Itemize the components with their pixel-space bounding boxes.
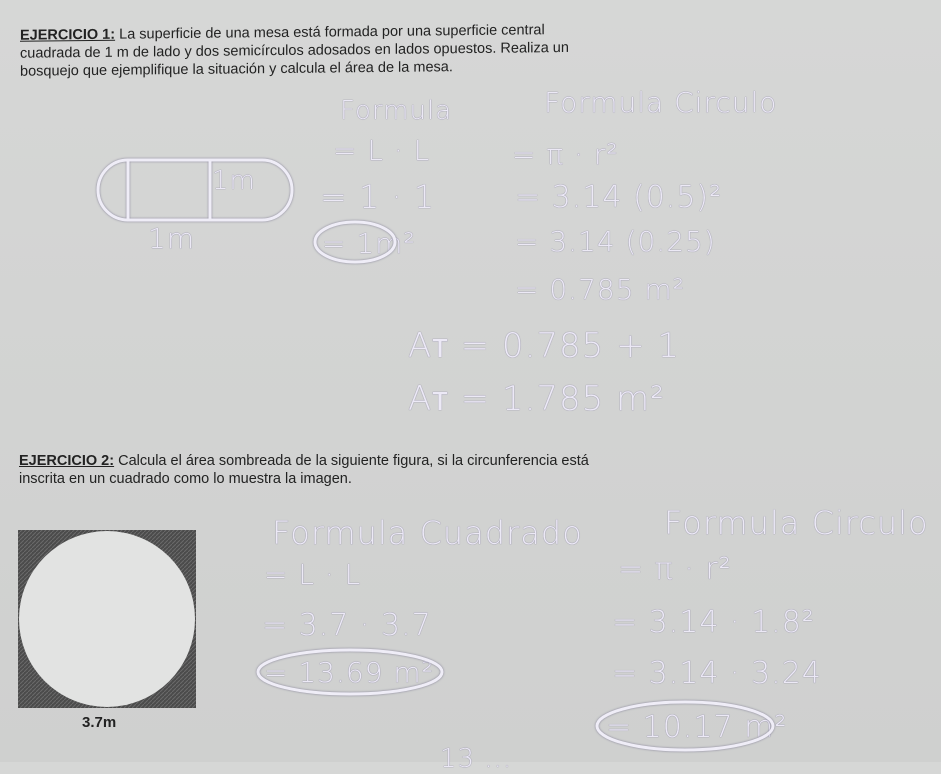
ex2-line-2: inscrita en un cuadrado como lo muestra la imagen. [19, 471, 352, 487]
ex1-heading: EJERCICIO 1: [20, 26, 116, 44]
ex2-cutoff-text: 13 ... [440, 744, 513, 774]
ex1-square-result: = 1m² [322, 227, 416, 260]
ex2-square-step-2: = 3.7 · 3.7 [262, 608, 432, 643]
ex2-line-1: Calcula el área sombreada de la siguiente figura, si la circunferencia está [118, 453, 589, 469]
ex1-side-label: 1m [212, 166, 256, 196]
ex2-square-title: Formula Cuadrado [272, 514, 583, 552]
ex1-circle-title: Formula Circulo [544, 86, 778, 119]
ex1-square-step-2: = 1 · 1 [320, 178, 436, 216]
ex2-heading: EJERCICIO 2: [19, 453, 115, 469]
ex1-total-2: Aᴛ = 1.785 m² [408, 379, 665, 419]
ex2-circle-title: Formula Circulo [664, 504, 929, 542]
ex1-line-1: La superficie de una mesa está formada por una superficie central [119, 22, 545, 43]
ex1-line-3: bosquejo que ejemplifique la situación y calcula el área de la mesa. [20, 59, 453, 80]
ex1-circle-step-1: = π · r² [512, 138, 619, 171]
ex2-circle-step-2: = 3.14 · 1.8² [612, 605, 815, 640]
ex2-square-step-1: = L · L [264, 558, 362, 591]
ex1-line-2: cuadrada de 1 m de lado y dos semicírculos adosados en lados opuestos. Realiza un [20, 39, 569, 62]
ex2-circle-step-1: = π · r² [618, 552, 732, 587]
ex1-total-1: Aᴛ = 0.785 + 1 [408, 326, 681, 366]
ex1-bottom-label: 1m [148, 222, 196, 255]
ex1-square-step-1: = L · L [333, 134, 431, 167]
ex2-square-result: = 13.69 m² [264, 656, 434, 689]
ex1-square-title: Formula [340, 96, 453, 126]
ex2-figure-label: 3.7m [82, 714, 117, 731]
ex2-circle-result: = 10.17 m² [606, 710, 788, 745]
ex1-circle-step-2: = 3.14 (0.5)² [515, 180, 723, 215]
ex1-circle-result: = 0.785 m² [515, 273, 685, 306]
ex1-circle-step-3: = 3.14 (0.25) [515, 225, 716, 258]
ex2-circle-step-3: = 3.14 · 3.24 [612, 656, 822, 691]
